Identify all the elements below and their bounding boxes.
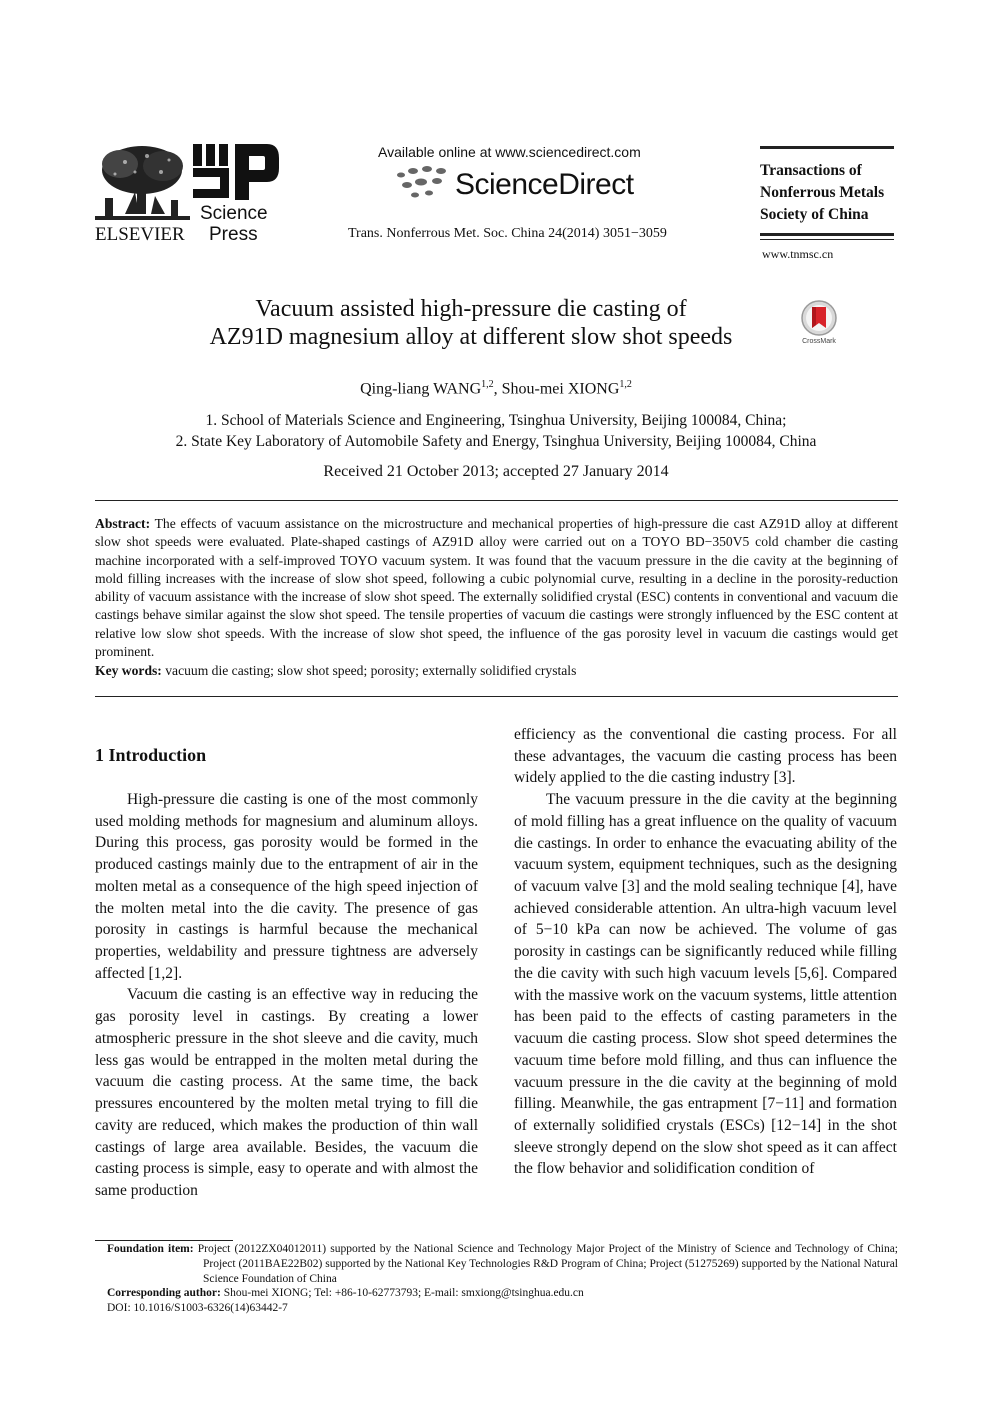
foundation-label: Foundation item: — [107, 1243, 194, 1255]
abstract-bottom-rule — [95, 696, 898, 697]
science-press-logo — [193, 142, 279, 244]
journal-divider-top — [760, 146, 894, 149]
journal-name-line: Transactions of — [760, 162, 862, 179]
elsevier-tree-icon — [95, 142, 190, 222]
article-title-line2: AZ91D magnesium alloy at different slow shot speeds — [209, 324, 733, 350]
body-column-left — [95, 789, 478, 1202]
science-press-mark-icon — [193, 142, 279, 204]
keywords-block — [95, 663, 898, 679]
body-paragraph: The vacuum pressure in the die cavity at the beginning of mold filling has a great influence on the quality of vacuum die castings. In order to enhance the evacuating ability of the vacuum system, equipment techniques, such as the designing of vacuum valve [3] and the mold sealing technique [4], have achieved considerable attention. An ultra-high vacuum level of 5−10 kPa can now be achieved. The volume of gas porosity in castings can be significantly reduced while filling the die cavity with such high vacuum levels [5,6]. Compared with the massive work on the vacuum systems, little attention has been paid to the effects of casting parameters in the vacuum die casting process. Slow shot speed determines the vacuum time before mold filling, and thus can influence the vacuum pressure in the die cavity at the beginning of mold filling. Meanwhile, the gas entrapment [7−11] and formation of externally solidified crystals (ESCs) [12−14] in the shot sleeve strongly depend on the slow shot speed as it can affect the flow behavior and solidification condition of — [514, 791, 897, 1178]
abstract-block — [95, 515, 898, 661]
sciencedirect-brand: ScienceDirect — [455, 168, 634, 201]
crossmark-icon — [795, 298, 843, 346]
abstract-text: The effects of vacuum assistance on the microstructure and mechanical properties of high-pressure die cast AZ91D alloy at different slow shot speeds were evaluated. Plate-shaped castings of AZ91D alloy were carried out on a TOYO BD−350V5 cold chamber die casting machine incorporated with a self-improved TOYO vacuum system. It was found that the vacuum pressure in the die cavity at the beginning of mold filling increases with the increase of slow shot speed, following a cubic polynomial curve, resulting in a decline in the porosity-reduction ability of vacuum assistance with the increase of slow shot speed. The externally solidified crystal (ESC) contents in conventional and vacuum die castings behave similar against the slow shot speed. The tensile properties of vacuum die castings were strongly influenced by the ESC content at relative low slow shot speeds. With the increase of slow shot speed, the influence of the gas porosity level in vacuum die castings would get prominent. — [95, 516, 898, 660]
body-paragraph: High-pressure die casting is one of the most commonly used molding methods for magnesium and aluminum alloys. During this process, gas porosity would be formed in the produced castings mainly due to the entrapment of air in the molten metal as a consequence of the high speed injection of the molten metal into the die cavity. The presence of gas porosity in castings is harmful because the mechanical properties, weldability and pressure tightness are adversely affected [1,2]. — [95, 791, 478, 982]
science-press-line2: Press — [209, 224, 258, 245]
journal-name — [760, 160, 884, 226]
crossmark-badge[interactable] — [795, 298, 843, 346]
footnote-rule — [95, 1240, 233, 1241]
journal-url-link[interactable]: www.tnmsc.cn — [762, 247, 834, 261]
body-paragraph: Vacuum die casting is an effective way in reducing the gas porosity level in castings. By creating a lower atmospheric pressure in the shot sleeve and die cavity, much less gas would be entrapped in the molten metal during the vacuum die casting process. At the same time, the back pressures encountered by the molten metal trying to fill die cavity are reduced, which makes the production of thin wall castings of large area available. Besides, the vacuum die casting process is simple, easy to operate and with almost the same production — [95, 986, 478, 1199]
journal-name-line: Nonferrous Metals — [760, 184, 885, 201]
body-column-right — [514, 724, 897, 1180]
elsevier-logo — [95, 142, 190, 244]
elsevier-wordmark: ELSEVIER — [95, 224, 185, 245]
author-name: Qing-liang WANG — [360, 380, 482, 398]
journal-divider-thick — [760, 233, 894, 236]
foundation-text: Project (2012ZX04012011) supported by the National Science and Technology Major Project of the Ministry of Science and Technology of China; Project (2011BAE22B02) supported by the National Key Technologies R&D Program of China; Project (51275269) supported by the National Natural Science Foundation of China — [197, 1243, 899, 1285]
doi-text[interactable]: DOI: 10.1016/S1003-6326(14)63442-7 — [107, 1302, 288, 1314]
body-paragraph: efficiency as the conventional die casting process. For all these advantages, the vacuum die casting process has been widely applied to the die casting industry [3]. — [514, 726, 897, 787]
journal-divider-thin — [760, 239, 894, 240]
received-dates: Received 21 October 2013; accepted 27 January 2014 — [323, 463, 669, 480]
author-affiliation-sup: 1,2 — [481, 379, 494, 390]
affiliation-line: 2. State Key Laboratory of Automobile Safety and Energy, Tsinghua University, Beijing 100084, China — [175, 433, 817, 450]
author-list — [96, 379, 896, 398]
author-separator: , — [493, 380, 502, 398]
crossmark-label: CrossMark — [802, 338, 836, 345]
author-name: Shou-mei XIONG — [501, 380, 620, 398]
keywords-label: Key words: — [95, 663, 162, 678]
foundation-footnote — [107, 1242, 898, 1287]
article-title-line1: Vacuum assisted high-pressure die casting of — [255, 296, 687, 322]
journal-name-line: Society of China — [760, 206, 869, 223]
science-press-line1: Science — [200, 203, 268, 224]
article-title — [150, 295, 792, 351]
affiliation-line: 1. School of Materials Science and Engineering, Tsinghua University, Beijing 100084, China; — [205, 412, 787, 429]
journal-citation: Trans. Nonferrous Met. Soc. China 24(2014) 3051−3059 — [348, 226, 667, 241]
abstract-label: Abstract: — [95, 516, 151, 531]
corresponding-label: Corresponding author: — [107, 1287, 221, 1299]
abstract-top-rule — [95, 500, 898, 501]
corresponding-text: Shou-mei XIONG; Tel: +86-10-62773793; E-mail: smxiong@tsinghua.edu.cn — [223, 1287, 584, 1299]
corresponding-footnote — [107, 1286, 898, 1301]
available-online-text: Available online at www.sciencedirect.com — [378, 144, 641, 160]
section-heading: 1 Introduction — [95, 745, 207, 765]
keywords-text: vacuum die casting; slow shot speed; porosity; externally solidified crystals — [165, 663, 577, 678]
author-affiliation-sup: 1,2 — [619, 379, 632, 390]
sciencedirect-dots-icon — [393, 163, 453, 203]
